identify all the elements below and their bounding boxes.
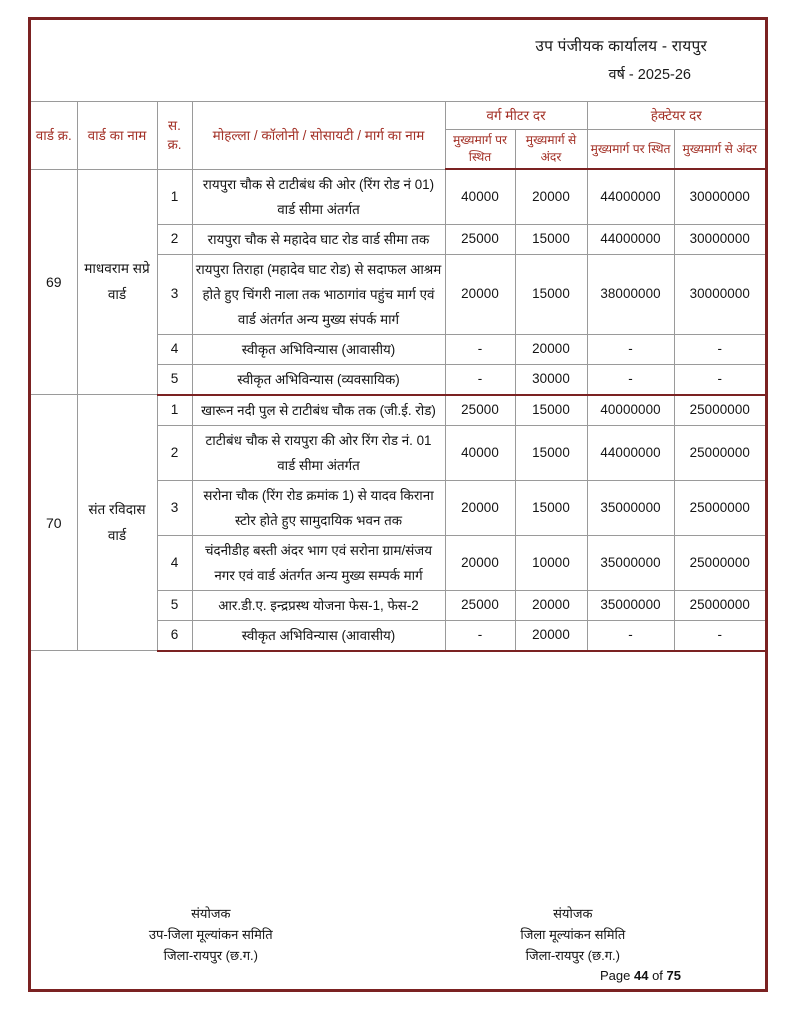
rate-sqm-inside-cell: 20000 bbox=[515, 334, 587, 364]
col-group-header-sqm: वर्ग मीटर दर bbox=[445, 102, 587, 130]
rate-hectare-inside-cell: 30000000 bbox=[674, 254, 765, 334]
rate-hectare-on-main-cell: 38000000 bbox=[587, 254, 674, 334]
page-current: 44 bbox=[633, 968, 649, 983]
ward-number-cell: 70 bbox=[31, 395, 77, 651]
rate-sqm-inside-cell: 30000 bbox=[515, 364, 587, 395]
serial-number-cell: 1 bbox=[157, 169, 192, 224]
rate-hectare-inside-cell: 25000000 bbox=[674, 535, 765, 590]
rate-hectare-inside-cell: 30000000 bbox=[674, 224, 765, 254]
rate-hectare-inside-cell: 25000000 bbox=[674, 590, 765, 620]
signature-right-role: संयोजक bbox=[553, 906, 593, 921]
rate-sqm-on-main-cell: 20000 bbox=[445, 480, 515, 535]
col-header-hectare-inside: मुख्यमार्ग से अंदर bbox=[674, 130, 765, 170]
signature-left bbox=[45, 903, 377, 966]
col-header-sno: स. क्र. bbox=[157, 102, 192, 170]
year-label: वर्ष - 2025-26 bbox=[608, 67, 691, 83]
signature-right bbox=[395, 903, 751, 966]
rate-sqm-on-main-cell: 20000 bbox=[445, 254, 515, 334]
serial-number-cell: 2 bbox=[157, 224, 192, 254]
serial-number-cell: 6 bbox=[157, 620, 192, 651]
document-footer bbox=[31, 903, 765, 983]
rate-hectare-on-main-cell: 44000000 bbox=[587, 169, 674, 224]
office-title: उप पंजीयक कार्यालय - रायपुर bbox=[535, 38, 707, 55]
table-body bbox=[31, 169, 765, 651]
rate-hectare-on-main-cell: 35000000 bbox=[587, 535, 674, 590]
header-row-top bbox=[31, 102, 765, 130]
page-prefix: Page bbox=[599, 968, 631, 983]
table-header bbox=[31, 102, 765, 170]
locality-cell: रायपुरा चौक से महादेव घाट रोड वार्ड सीमा तक bbox=[192, 224, 445, 254]
page-frame bbox=[28, 17, 768, 992]
col-header-ward-no: वार्ड क्र. bbox=[31, 102, 77, 170]
rate-sqm-inside-cell: 20000 bbox=[515, 169, 587, 224]
page-number bbox=[31, 968, 765, 983]
rate-hectare-inside-cell: 30000000 bbox=[674, 169, 765, 224]
locality-cell: टाटीबंध चौक से रायपुरा की ओर रिंग रोड नं. 01 वार्ड सीमा अंतर्गत bbox=[192, 425, 445, 480]
serial-number-cell: 4 bbox=[157, 535, 192, 590]
locality-cell: स्वीकृत अभिविन्यास (आवासीय) bbox=[192, 334, 445, 364]
rate-sqm-on-main-cell: 25000 bbox=[445, 590, 515, 620]
rate-hectare-on-main-cell: 44000000 bbox=[587, 425, 674, 480]
col-header-locality: मोहल्ला / कॉलोनी / सोसायटी / मार्ग का नाम bbox=[192, 102, 445, 170]
document-header bbox=[31, 20, 765, 86]
locality-cell: आर.डी.ए. इन्द्रप्रस्थ योजना फेस-1, फेस-2 bbox=[192, 590, 445, 620]
rate-sqm-inside-cell: 10000 bbox=[515, 535, 587, 590]
rate-sqm-inside-cell: 15000 bbox=[515, 480, 587, 535]
rate-hectare-on-main-cell: - bbox=[587, 334, 674, 364]
rate-sqm-on-main-cell: - bbox=[445, 364, 515, 395]
rate-sqm-inside-cell: 15000 bbox=[515, 395, 587, 426]
serial-number-cell: 5 bbox=[157, 590, 192, 620]
table-row bbox=[31, 395, 765, 426]
rate-sqm-on-main-cell: 25000 bbox=[445, 224, 515, 254]
rate-sqm-inside-cell: 15000 bbox=[515, 224, 587, 254]
page-middle: of bbox=[652, 968, 663, 983]
ward-name-cell: संत रविदास वार्ड bbox=[77, 395, 157, 651]
rate-hectare-on-main-cell: 40000000 bbox=[587, 395, 674, 426]
rate-hectare-inside-cell: - bbox=[674, 334, 765, 364]
locality-cell: स्वीकृत अभिविन्यास (व्यवसायिक) bbox=[192, 364, 445, 395]
rate-sqm-on-main-cell: - bbox=[445, 620, 515, 651]
rate-hectare-on-main-cell: 44000000 bbox=[587, 224, 674, 254]
rate-sqm-on-main-cell: 20000 bbox=[445, 535, 515, 590]
col-header-ward-name: वार्ड का नाम bbox=[77, 102, 157, 170]
rate-sqm-inside-cell: 20000 bbox=[515, 620, 587, 651]
locality-cell: खारून नदी पुल से टाटीबंध चौक तक (जी.ई. रोड) bbox=[192, 395, 445, 426]
page-total: 75 bbox=[666, 968, 681, 983]
col-header-hectare-on-main: मुख्यमार्ग पर स्थित bbox=[587, 130, 674, 170]
signature-right-district: जिला-रायपुर (छ.ग.) bbox=[525, 948, 620, 963]
ward-name-cell: माधवराम सप्रे वार्ड bbox=[77, 169, 157, 395]
col-group-header-hectare: हेक्टेयर दर bbox=[587, 102, 765, 130]
rate-hectare-inside-cell: 25000000 bbox=[674, 480, 765, 535]
serial-number-cell: 5 bbox=[157, 364, 192, 395]
col-header-sqm-inside: मुख्यमार्ग से अंदर bbox=[515, 130, 587, 170]
rate-sqm-inside-cell: 20000 bbox=[515, 590, 587, 620]
rate-hectare-inside-cell: - bbox=[674, 364, 765, 395]
locality-cell: सरोना चौक (रिंग रोड क्रमांक 1) से यादव किराना स्टोर होते हुए सामुदायिक भवन तक bbox=[192, 480, 445, 535]
rate-table bbox=[31, 101, 765, 652]
serial-number-cell: 4 bbox=[157, 334, 192, 364]
serial-number-cell: 1 bbox=[157, 395, 192, 426]
rate-sqm-inside-cell: 15000 bbox=[515, 254, 587, 334]
rate-hectare-on-main-cell: - bbox=[587, 620, 674, 651]
rate-sqm-on-main-cell: 25000 bbox=[445, 395, 515, 426]
table-row bbox=[31, 169, 765, 224]
rate-hectare-inside-cell: 25000000 bbox=[674, 425, 765, 480]
locality-cell: रायपुरा तिराहा (महादेव घाट रोड) से सदाफल आश्रम होते हुए चिंगरी नाला तक भाठागांव पहुंच मार्ग एवं वार्ड अंतर्गत अन्य मुख्य संपर्क मार्ग bbox=[192, 254, 445, 334]
rate-sqm-on-main-cell: 40000 bbox=[445, 169, 515, 224]
rate-hectare-on-main-cell: 35000000 bbox=[587, 590, 674, 620]
locality-cell: स्वीकृत अभिविन्यास (आवासीय) bbox=[192, 620, 445, 651]
signature-right-committee: जिला मूल्यांकन समिति bbox=[520, 927, 626, 942]
col-header-sqm-on-main: मुख्यमार्ग पर स्थित bbox=[445, 130, 515, 170]
serial-number-cell: 3 bbox=[157, 254, 192, 334]
locality-cell: चंदनीडीह बस्ती अंदर भाग एवं सरोना ग्राम/संजय नगर एवं वार्ड अंतर्गत अन्य मुख्य सम्पर्क मार्ग bbox=[192, 535, 445, 590]
rate-hectare-inside-cell: 25000000 bbox=[674, 395, 765, 426]
locality-cell: रायपुरा चौक से टाटीबंध की ओर (रिंग रोड नं 01) वार्ड सीमा अंतर्गत bbox=[192, 169, 445, 224]
serial-number-cell: 3 bbox=[157, 480, 192, 535]
rate-sqm-inside-cell: 15000 bbox=[515, 425, 587, 480]
rate-hectare-inside-cell: - bbox=[674, 620, 765, 651]
signature-row bbox=[31, 903, 765, 966]
rate-sqm-on-main-cell: - bbox=[445, 334, 515, 364]
rate-hectare-on-main-cell: - bbox=[587, 364, 674, 395]
serial-number-cell: 2 bbox=[157, 425, 192, 480]
rate-hectare-on-main-cell: 35000000 bbox=[587, 480, 674, 535]
signature-left-district: जिला-रायपुर (छ.ग.) bbox=[163, 948, 258, 963]
ward-number-cell: 69 bbox=[31, 169, 77, 395]
rate-sqm-on-main-cell: 40000 bbox=[445, 425, 515, 480]
signature-left-role: संयोजक bbox=[191, 906, 231, 921]
signature-left-committee: उप-जिला मूल्यांकन समिति bbox=[148, 927, 273, 942]
